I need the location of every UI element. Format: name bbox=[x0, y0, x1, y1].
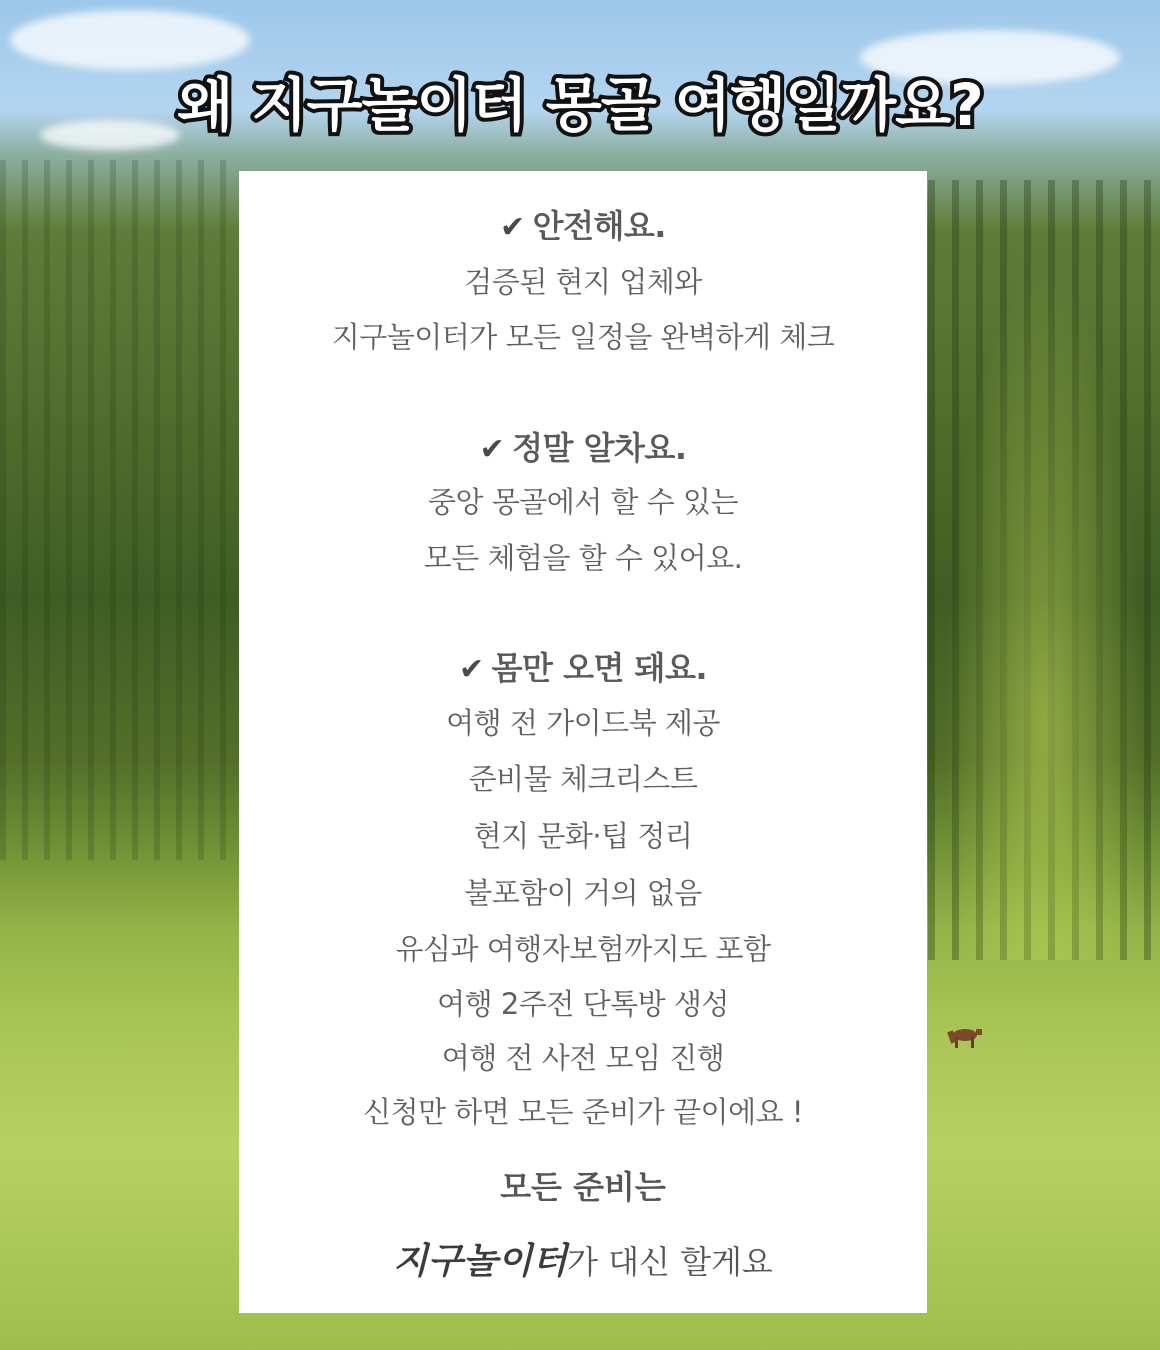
section-title-text: 정말 알차요. bbox=[512, 429, 687, 467]
section-line: 불포함이 거의 없음 bbox=[464, 876, 702, 910]
closing-line-1: 모든 준비는 bbox=[500, 1168, 666, 1206]
section-line: 여행 전 가이드북 제공 bbox=[446, 706, 720, 740]
section-line: 모든 체험을 할 수 있어요. bbox=[423, 541, 743, 575]
section-line: 여행 2주전 단톡방 생성 bbox=[437, 987, 729, 1021]
section-line: 유심과 여행자보험까지도 포함 bbox=[395, 932, 771, 966]
section-line: 신청만 하면 모든 준비가 끝이에요 ! bbox=[363, 1095, 803, 1129]
checkmark-icon: ✔ bbox=[479, 432, 505, 467]
section-line: 검증된 현지 업체와 bbox=[464, 265, 702, 299]
section-line: 여행 전 사전 모임 진행 bbox=[441, 1041, 725, 1075]
section-title-rich bbox=[239, 423, 927, 469]
section-line: 현지 문화·팁 정리 bbox=[473, 819, 693, 853]
section-title-easy bbox=[239, 643, 927, 689]
checkmark-icon: ✔ bbox=[500, 210, 525, 245]
checkmark-icon: ✔ bbox=[458, 652, 484, 687]
forest-left bbox=[0, 160, 240, 860]
section-line: 준비물 체크리스트 bbox=[468, 762, 698, 796]
feature-card bbox=[239, 171, 927, 1313]
forest-right bbox=[928, 180, 1160, 960]
horse-image bbox=[945, 1025, 987, 1049]
closing-line-2-text: 가 대신 할게요 bbox=[567, 1243, 773, 1281]
section-line: 지구놀이터가 모든 일정을 완벽하게 체크 bbox=[331, 320, 835, 354]
page-headline: 왜 지구놀이터 몽골 여행일까요? bbox=[177, 71, 983, 139]
brand-name: 지구놀이터 bbox=[393, 1240, 568, 1282]
closing-line-2 bbox=[239, 1233, 927, 1284]
section-title-safe bbox=[239, 201, 927, 247]
section-title-text: 몸만 오면 돼요. bbox=[491, 649, 708, 687]
section-title-text: 안전해요. bbox=[532, 207, 666, 245]
section-line: 중앙 몽골에서 할 수 있는 bbox=[427, 485, 738, 519]
